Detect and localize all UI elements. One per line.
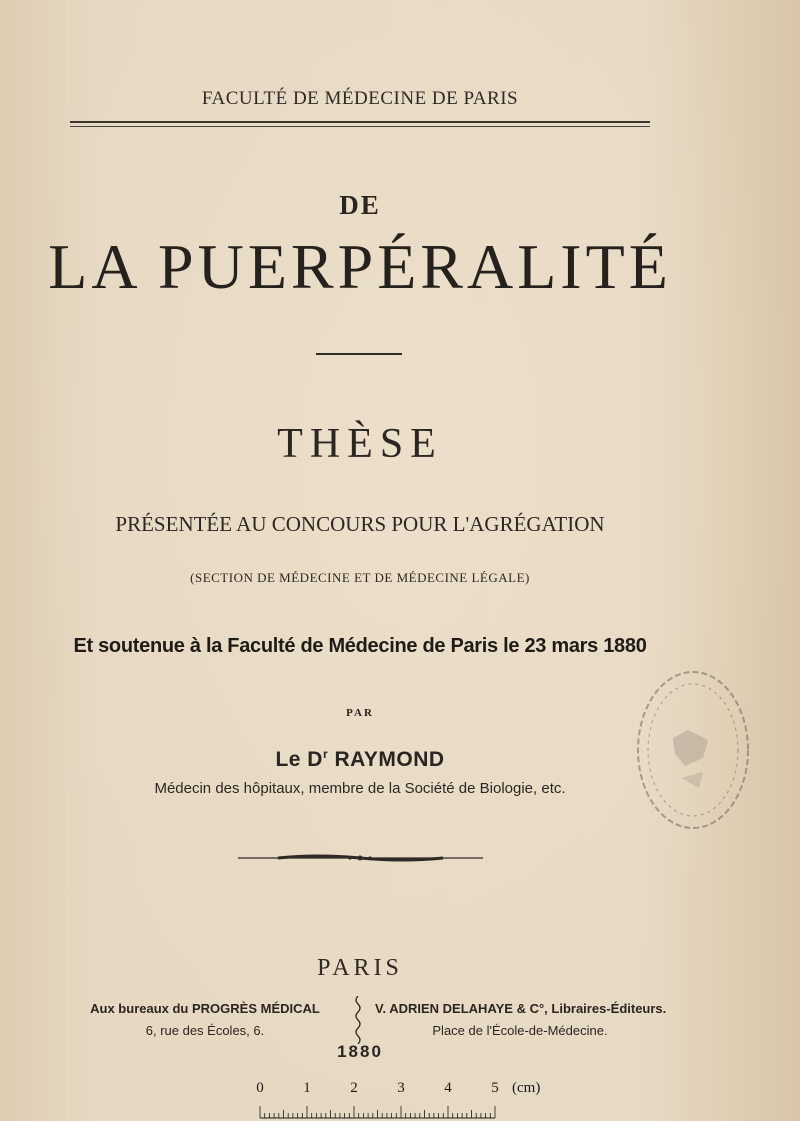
- publisher-divider: [351, 996, 365, 1044]
- author-name: [10, 747, 710, 772]
- ornament-rule: [238, 851, 483, 865]
- publisher-left-line1: Aux bureaux du PROGRÈS MÉDICAL: [90, 1001, 320, 1016]
- header-rule: [70, 121, 650, 123]
- publisher-left-line2: 6, rue des Écoles, 6.: [145, 1023, 265, 1038]
- author-surname: RAYMOND: [328, 748, 445, 771]
- author-prefix-sup: r: [322, 747, 329, 761]
- par-label: PAR: [346, 707, 374, 719]
- header-rule-thin: [70, 126, 650, 127]
- publication-year: 1880: [337, 1042, 383, 1061]
- scale-label: 3: [397, 1080, 405, 1096]
- scale-label: 0: [256, 1080, 264, 1096]
- author-prefix: Le D: [275, 748, 323, 771]
- scale-label: 2: [350, 1080, 358, 1096]
- library-stamp: [633, 668, 753, 833]
- faculty-header: FACULTÉ DE MÉDECINE DE PARIS: [201, 88, 519, 109]
- thesis-label: THÈSE: [277, 421, 443, 467]
- scale-label: 4: [444, 1080, 452, 1096]
- publisher-left: [80, 998, 330, 1042]
- scale-bar: [250, 1080, 550, 1120]
- author-description: Médecin des hôpitaux, membre de la Société de Biologie, etc.: [154, 780, 566, 797]
- publisher-right-line1: V. ADRIEN DELAHAYE & C°, Libraires-Éditeurs.: [375, 1001, 667, 1016]
- publisher-city: PARIS: [317, 955, 403, 981]
- presented-line: PRÉSENTÉE AU CONCOURS POUR L'AGRÉGATION: [115, 512, 605, 536]
- section-line: (SECTION DE MÉDECINE ET DE MÉDECINE LÉGALE): [190, 570, 530, 585]
- title-rule: [316, 353, 402, 355]
- title-prefix: DE: [339, 190, 381, 220]
- main-title: LA PUERPÉRALITÉ: [48, 231, 672, 302]
- publisher-right: [375, 998, 665, 1042]
- defense-line: Et soutenue à la Faculté de Médecine de Paris le 23 mars 1880: [73, 635, 647, 657]
- scale-label: 5: [491, 1080, 499, 1096]
- publisher-right-line2: Place de l'École-de-Médecine.: [432, 1023, 608, 1038]
- scale-ruler: [250, 1100, 510, 1120]
- scale-label: 1: [303, 1080, 311, 1096]
- scale-unit: (cm): [512, 1080, 541, 1096]
